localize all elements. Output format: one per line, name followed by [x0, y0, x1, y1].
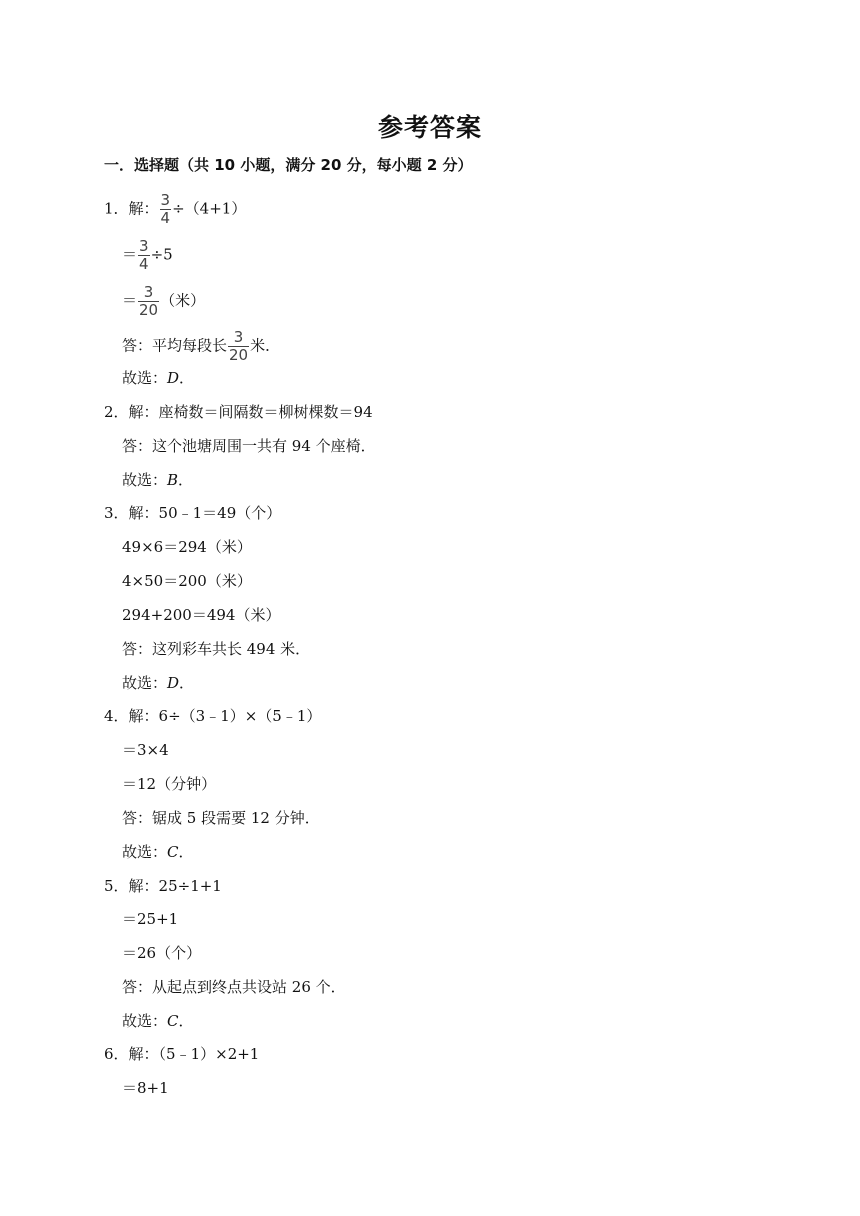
section-heading: 一．选择题（共 10 小题，满分 20 分，每小题 2 分）	[104, 156, 473, 174]
q3-choice: 故选：D．	[122, 674, 195, 692]
page-title: 参考答案	[377, 113, 482, 142]
q5-line-2: ＝25+1	[122, 910, 179, 928]
q5-line-1: 5．解：25÷1+1	[104, 877, 222, 895]
q1-line-2: ＝ $\frac{3}{4}$ ÷5	[122, 237, 173, 273]
q2-answer: 答：这个池塘周围一共有 94 个座椅．	[122, 437, 376, 455]
q3-answer: 答：这列彩车共长 494 米．	[122, 640, 311, 658]
q3-line-2: 49×6＝294（米）	[122, 538, 252, 556]
q6-line-1: 6．解：（5﹣1）×2+1	[104, 1045, 260, 1063]
q5-choice: 故选：C．	[122, 1012, 194, 1030]
q4-line-3: ＝12（分钟）	[122, 775, 217, 793]
q1-choice: 故选：D．	[122, 369, 195, 387]
q3-line-3: 4×50＝200（米）	[122, 572, 252, 590]
q4-choice: 故选：C．	[122, 843, 194, 861]
fraction: $\frac{3}{4}$	[160, 191, 171, 227]
q5-answer: 答：从起点到终点共设站 26 个．	[122, 978, 346, 996]
q1-line-3: ＝ $\frac{3}{20}$ （米）	[122, 283, 206, 319]
q4-line-2: ＝3×4	[122, 741, 169, 759]
q4-line-1: 4．解：6÷（3﹣1）×（5﹣1）	[104, 707, 322, 725]
q3-line-1: 3．解：50﹣1＝49（个）	[104, 504, 282, 522]
q4-answer: 答：锯成 5 段需要 12 分钟．	[122, 809, 320, 827]
q3-line-4: 294+200＝494（米）	[122, 606, 281, 624]
fraction: $\frac{3}{20}$	[229, 328, 249, 364]
q1-line-1: 1．解： $\frac{3}{4}$ ÷（4+1）	[104, 191, 247, 227]
q2-choice: 故选：B．	[122, 471, 194, 489]
q5-line-3: ＝26（个）	[122, 944, 202, 962]
q6-line-2: ＝8+1	[122, 1079, 169, 1097]
fraction: $\frac{3}{20}$	[139, 283, 159, 319]
q1-answer: 答：平均每段长 $\frac{3}{20}$ 米．	[122, 328, 281, 364]
fraction: $\frac{3}{4}$	[139, 237, 149, 273]
q2-line-1: 2．解：座椅数＝间隔数＝柳树棵数＝94	[104, 403, 373, 421]
